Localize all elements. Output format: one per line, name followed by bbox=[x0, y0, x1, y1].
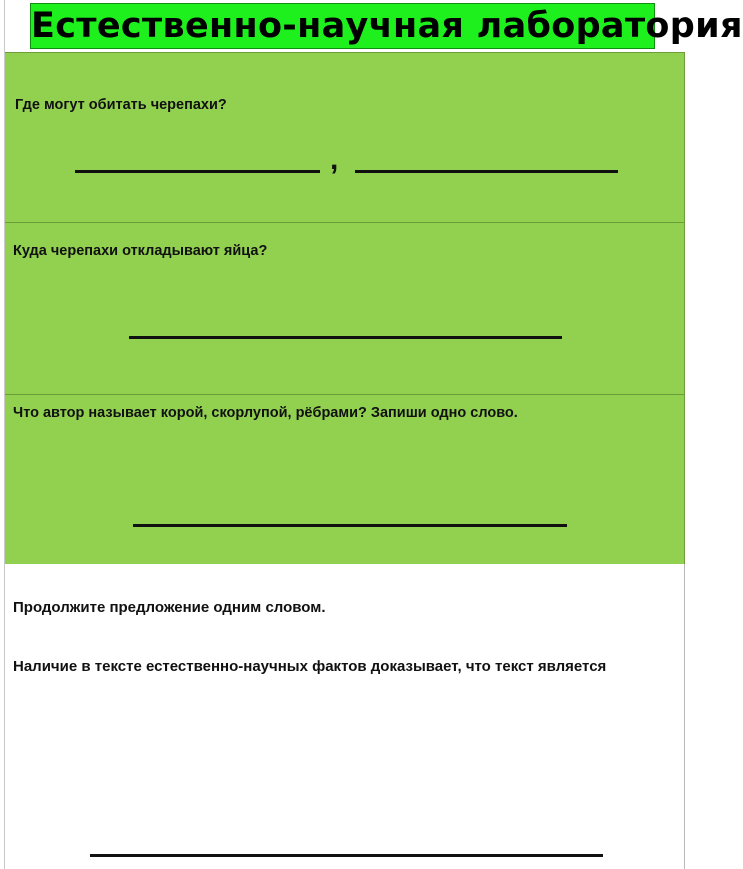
task-instruction: Продолжите предложение одним словом. bbox=[13, 599, 326, 616]
task-sentence: Наличие в тексте естественно-научных фактов доказывает, что текст является bbox=[13, 658, 607, 675]
page-title: Естественно-научная лаборатория bbox=[30, 3, 655, 49]
question-block-2 bbox=[5, 222, 685, 394]
answer-line-1a[interactable] bbox=[75, 170, 320, 173]
question-text: Где могут обитать черепахи? bbox=[15, 97, 227, 113]
question-block-3 bbox=[5, 394, 685, 565]
task-block bbox=[5, 564, 685, 869]
header bbox=[0, 0, 743, 52]
answer-line-3[interactable] bbox=[133, 524, 567, 527]
question-text: Куда черепахи откладывают яйца? bbox=[13, 243, 268, 259]
question-text: Что автор называет корой, скорлупой, рёбрами? Запиши одно слово. bbox=[13, 405, 518, 421]
answer-separator: , bbox=[330, 143, 339, 176]
answer-line-2[interactable] bbox=[129, 336, 562, 339]
answer-line-4[interactable] bbox=[90, 854, 603, 857]
question-block-1 bbox=[5, 52, 685, 222]
answer-line-1b[interactable] bbox=[355, 170, 618, 173]
